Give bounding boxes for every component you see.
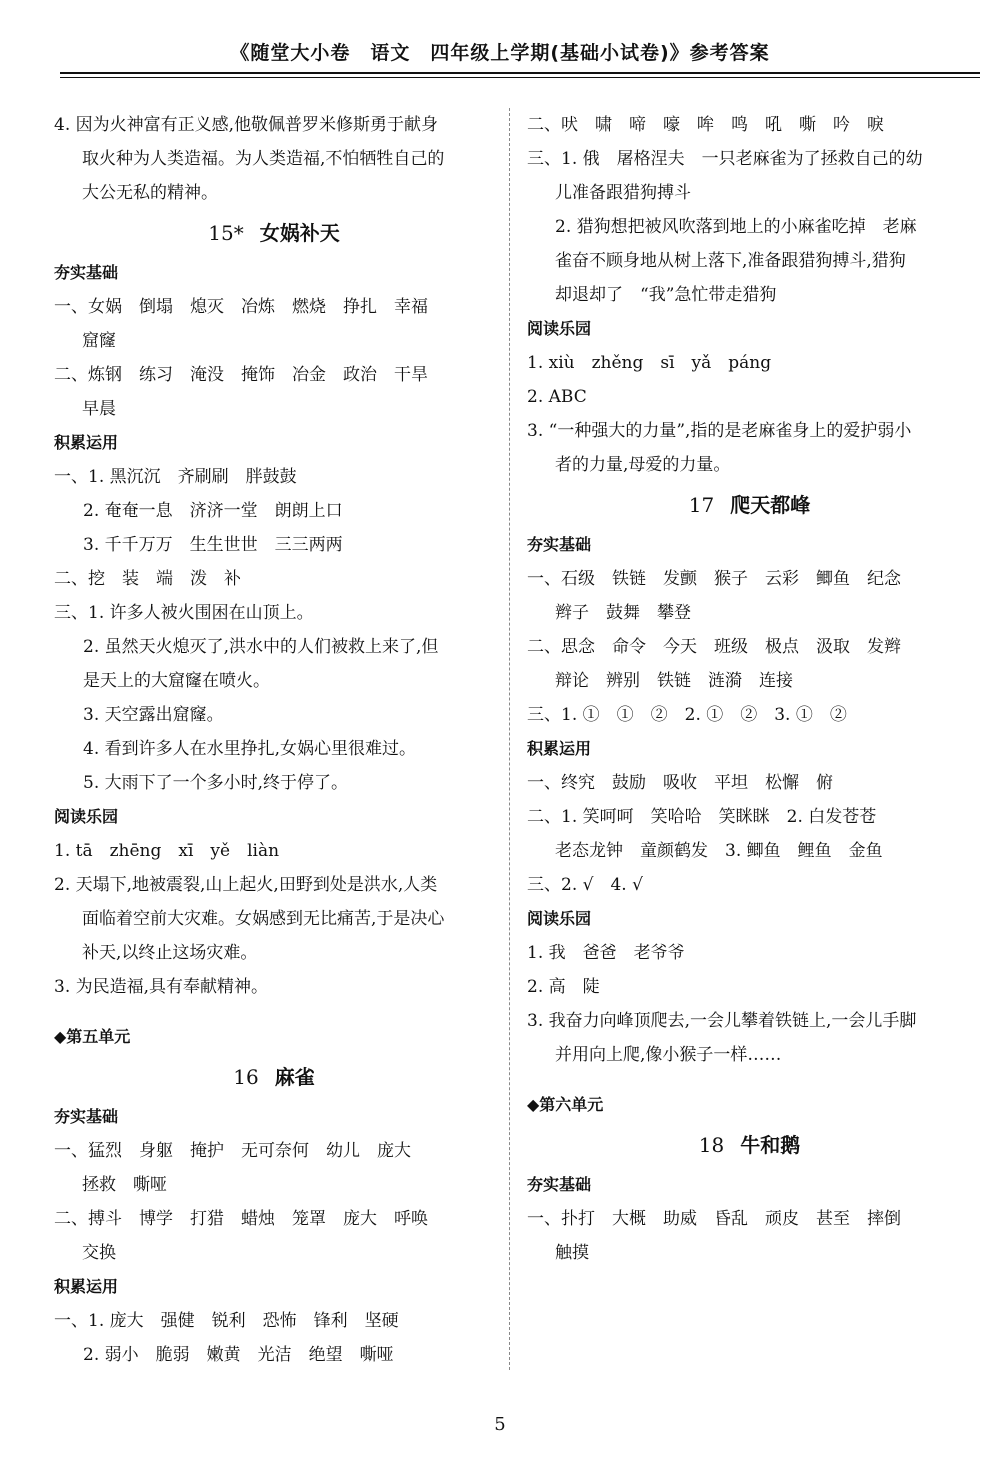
answer-line: 二、思念 命令 今天 班级 极点 汲取 发辫 <box>527 637 901 657</box>
section-heading: 夯实基础 <box>527 535 592 554</box>
lesson-name: 爬天都峰 <box>730 493 811 517</box>
answer-line: 补天,以终止这场灾难。 <box>82 943 258 963</box>
column-divider <box>509 108 510 1370</box>
answer-line: 5. 大雨下了一个多小时,终于停了。 <box>83 773 349 793</box>
answer-line: 2. 弱小 脆弱 嫩黄 光洁 绝望 嘶哑 <box>83 1345 394 1365</box>
page-number: 5 <box>494 1414 506 1435</box>
answer-line: 儿准备跟猎狗搏斗 <box>555 183 691 203</box>
answer-line: 二、吠 啸 啼 嚎 哞 鸣 吼 嘶 吟 唳 <box>527 115 884 135</box>
answer-line: 一、1. 庞大 强健 锐利 恐怖 锋利 坚硬 <box>54 1311 399 1331</box>
answer-line: 三、1. 俄 屠格涅夫 一只老麻雀为了拯救自己的幼 <box>527 149 923 169</box>
answer-line: 三、1. 许多人被火围困在山顶上。 <box>54 603 314 623</box>
answer-line: 一、石级 铁链 发颤 猴子 云彩 鲫鱼 纪念 <box>527 569 901 589</box>
right-column <box>527 108 972 1270</box>
header-rule <box>60 72 980 74</box>
answer-line: 二、挖 装 端 泼 补 <box>54 569 241 589</box>
section-heading: 阅读乐园 <box>54 807 119 826</box>
answer-line: 4. 因为火神富有正义感,他敬佩普罗米修斯勇于献身 <box>54 115 439 135</box>
lesson-number: 16 <box>233 1065 259 1089</box>
answer-line: 2. 天塌下,地被震裂,山上起火,田野到处是洪水,人类 <box>54 875 438 895</box>
section-heading: 积累运用 <box>54 1277 119 1296</box>
header-rule-thin <box>60 77 980 78</box>
section-heading: 积累运用 <box>54 433 119 452</box>
answer-line: 早晨 <box>82 399 116 419</box>
answer-line: 3. “一种强大的力量”,指的是老麻雀身上的爱护弱小 <box>527 421 912 441</box>
answer-line: 一、扑打 大概 助威 昏乱 顽皮 甚至 摔倒 <box>527 1209 901 1229</box>
lesson-number: 17 <box>688 493 715 517</box>
answer-line: 拯救 嘶哑 <box>82 1175 167 1195</box>
answer-line: 大公无私的精神。 <box>82 183 218 203</box>
answer-line: 2. 虽然天火熄灭了,洪水中的人们被救上来了,但 <box>83 637 439 657</box>
answer-line: 一、1. 黑沉沉 齐刷刷 胖鼓鼓 <box>54 467 297 487</box>
section-heading: 阅读乐园 <box>527 909 592 928</box>
lesson-15-title <box>54 210 494 256</box>
answer-line: 3. 千千万万 生生世世 三三两两 <box>83 535 343 555</box>
section-heading: 夯实基础 <box>54 263 119 282</box>
answer-line: 二、搏斗 博学 打猎 蜡烛 笼罩 庞大 呼唤 <box>54 1209 428 1229</box>
lesson-17-title <box>527 482 972 528</box>
page-header: 《随堂大小卷 语文 四年级上学期(基础小试卷)》参考答案 <box>230 42 770 64</box>
answer-line: 是天上的大窟窿在喷火。 <box>83 671 270 691</box>
left-column <box>54 108 494 1372</box>
lesson-name: 麻雀 <box>274 1065 315 1089</box>
unit-heading: ◆第六单元 <box>527 1095 604 1114</box>
lesson-18-title <box>527 1122 972 1168</box>
lesson-name: 女娲补天 <box>259 221 340 245</box>
section-heading: 夯实基础 <box>527 1175 592 1194</box>
answer-line: 4. 看到许多人在水里挣扎,女娲心里很难过。 <box>83 739 417 759</box>
answer-line: 却退却了 “我”急忙带走猎狗 <box>555 285 777 305</box>
answer-line: 面临着空前大灾难。女娲感到无比痛苦,于是决心 <box>82 909 445 929</box>
answer-line: 取火种为人类造福。为人类造福,不怕牺牲自己的 <box>82 149 445 169</box>
answer-line: 二、炼钢 练习 淹没 掩饰 冶金 政治 干旱 <box>54 365 428 385</box>
answer-line: 三、1. ① ① ② 2. ① ② 3. ① ② <box>527 705 847 725</box>
answer-line: 者的力量,母爱的力量。 <box>555 455 731 475</box>
answer-line: 辩论 辨别 铁链 涟漪 连接 <box>555 671 793 691</box>
unit-heading: ◆第五单元 <box>54 1027 131 1046</box>
answer-line: 触摸 <box>555 1243 589 1263</box>
lesson-number: 18 <box>698 1133 725 1157</box>
lesson-16-title <box>54 1054 494 1100</box>
answer-line: 三、2. √ 4. √ <box>527 875 643 895</box>
answer-line: 窟窿 <box>82 331 116 351</box>
answer-line: 二、1. 笑呵呵 笑哈哈 笑眯眯 2. 白发苍苍 <box>527 807 877 827</box>
answer-line: 1. tā zhēng xī yě liàn <box>54 841 280 861</box>
answer-line: 3. 为民造福,具有奉献精神。 <box>54 977 269 997</box>
section-heading: 夯实基础 <box>54 1107 119 1126</box>
answer-line: 2. 奄奄一息 济济一堂 朗朗上口 <box>83 501 343 521</box>
section-heading: 积累运用 <box>527 739 592 758</box>
answer-line: 雀奋不顾身地从树上落下,准备跟猎狗搏斗,猎狗 <box>555 251 906 271</box>
answer-line: 2. ABC <box>527 387 587 407</box>
answer-line: 3. 天空露出窟窿。 <box>83 705 224 725</box>
answer-line: 交换 <box>82 1243 116 1263</box>
answer-line: 3. 我奋力向峰顶爬去,一会儿攀着铁链上,一会儿手脚 <box>527 1011 917 1031</box>
answer-line: 一、终究 鼓励 吸收 平坦 松懈 俯 <box>527 773 833 793</box>
lesson-number: 15* <box>208 221 244 245</box>
answer-line: 2. 高 陡 <box>527 977 600 997</box>
answer-line: 一、女娲 倒塌 熄灭 冶炼 燃烧 挣扎 幸福 <box>54 297 428 317</box>
answer-line: 老态龙钟 童颜鹤发 3. 鲫鱼 鲤鱼 金鱼 <box>555 841 883 861</box>
answer-line: 1. xiù zhěng sī yǎ páng <box>527 353 772 373</box>
answer-line: 一、猛烈 身躯 掩护 无可奈何 幼儿 庞大 <box>54 1141 411 1161</box>
section-heading: 阅读乐园 <box>527 319 592 338</box>
answer-line: 1. 我 爸爸 老爷爷 <box>527 943 685 963</box>
answer-line: 2. 猎狗想把被风吹落到地上的小麻雀吃掉 老麻 <box>555 217 917 237</box>
lesson-name: 牛和鹅 <box>740 1133 801 1157</box>
answer-line: 辫子 鼓舞 攀登 <box>555 603 691 623</box>
answer-line: 并用向上爬,像小猴子一样…… <box>555 1045 782 1065</box>
